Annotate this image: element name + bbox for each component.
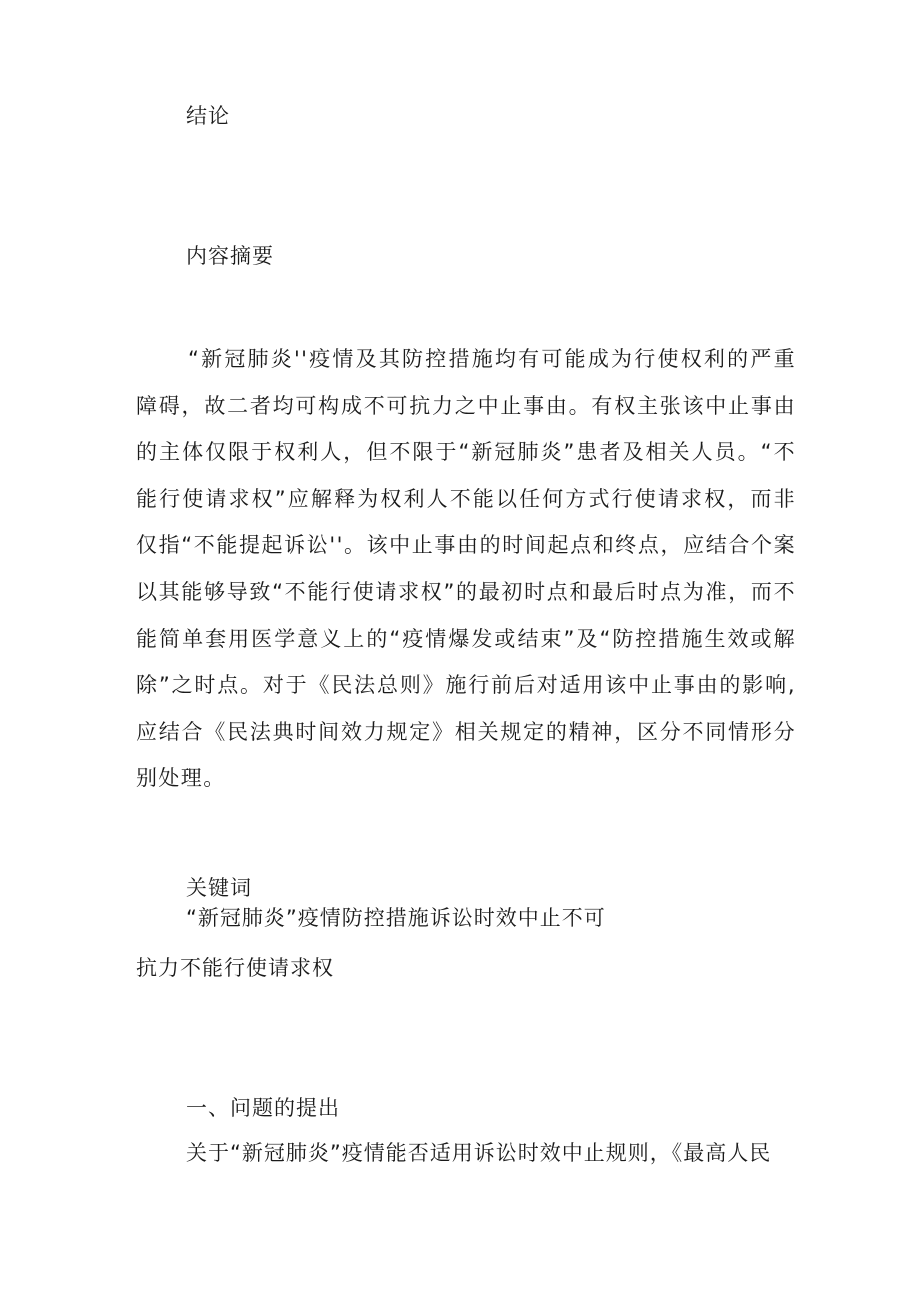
section-one-first-line: 关于“新冠肺炎”疫情能否适用诉讼时效中止规则，《最高人民: [186, 1141, 772, 1165]
section-one-heading: 一、问题的提出: [186, 1096, 340, 1120]
abstract-paragraph: “新冠肺炎''疫情及其防控措施均有可能成为行使权利的严重障碍，故二者均可构成不可抗力之中止事由。有权主张该中止事由的主体仅限于权利人，但不限于“新冠肺炎”患者及相关人员。“不能行使请求权”应解释为权利人不能以任何方式行使请求权，而非仅指“不能提起诉讼''。该中止事由的时间起点和终点，应结合个案以其能够导致“不能行使请求权”的最初时点和最后时点为准，而不能简单套用医学意义上的“疫情爆发或结束”及“防控措施生效或解除”之时点。对于《民法总则》施行前后对适用该中止事由的影响,应结合《民法典时间效力规定》相关规定的精神，区分不同情形分别处理。: [136, 347, 796, 791]
abstract-heading: 内容摘要: [186, 244, 274, 268]
conclusion-heading: 结论: [186, 104, 230, 128]
keywords-heading: 关键词: [186, 876, 252, 900]
keywords-line-2: 抗力不能行使请求权: [136, 956, 334, 980]
keywords-line-1: “新冠肺炎”疫情防控措施诉讼时效中止不可: [186, 906, 606, 930]
